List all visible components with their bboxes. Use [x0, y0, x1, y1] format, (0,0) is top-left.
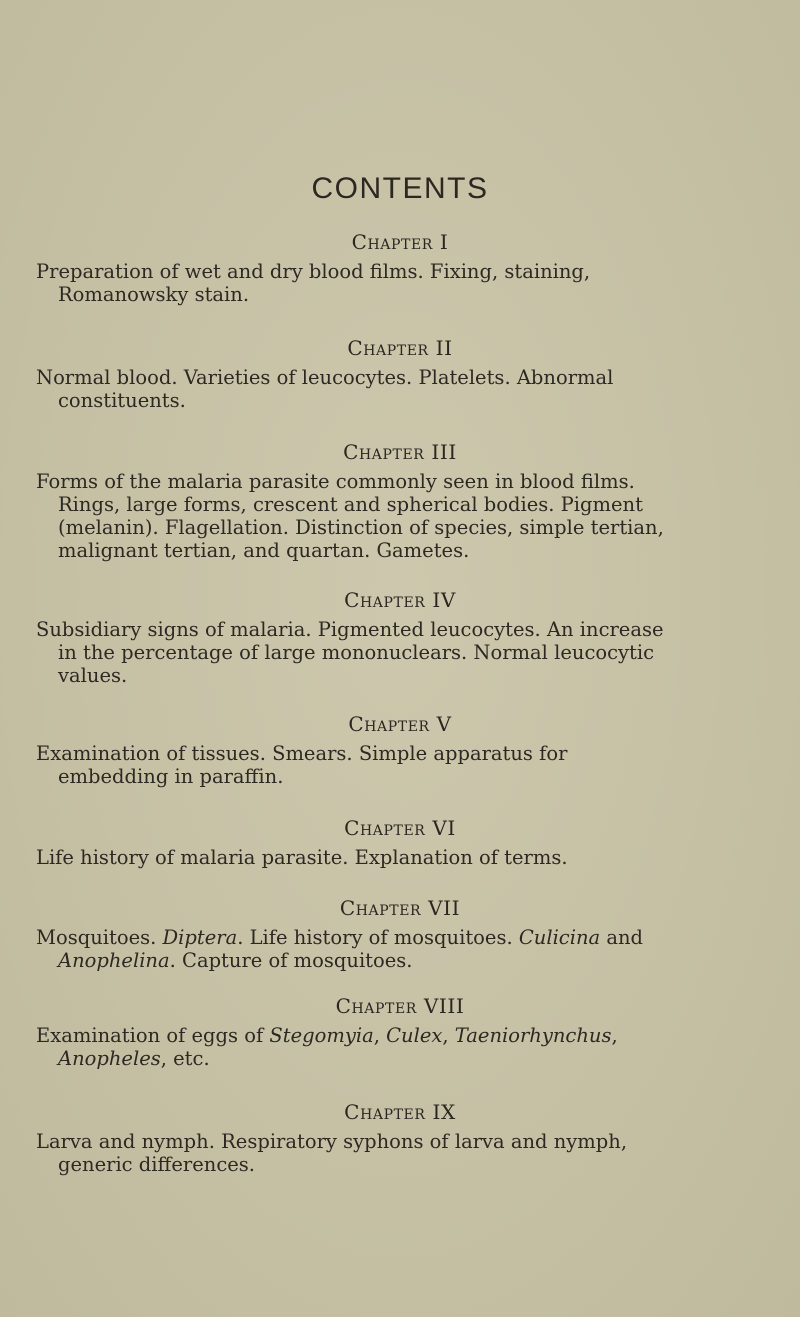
- chapter-summary: [22, 846, 678, 869]
- taxon-name: Anophelina: [58, 949, 170, 972]
- chapter-heading: [0, 228, 800, 256]
- chapter-1: [0, 228, 800, 306]
- summary-text: ,: [442, 1024, 455, 1047]
- chapter-7: [0, 894, 800, 972]
- chapter-heading: [0, 1098, 800, 1126]
- taxon-name: Culex: [386, 1024, 443, 1047]
- chapter-4: [0, 586, 800, 687]
- page-title: CONTENTS: [311, 172, 489, 205]
- chapter-9: [0, 1098, 800, 1176]
- summary-text: . Life history of mosquitoes.: [237, 926, 519, 949]
- chapter-heading-text: Chapter VIII: [335, 994, 465, 1018]
- chapter-heading-text: Chapter I: [351, 230, 449, 254]
- summary-text: Life history of malaria parasite. Explanation of terms.: [36, 846, 568, 869]
- chapter-6: [0, 814, 800, 869]
- chapter-summary: [22, 926, 678, 972]
- chapter-5: [0, 710, 800, 788]
- chapter-summary: [22, 260, 678, 306]
- summary-text: Preparation of wet and dry blood films. Fixing, staining, Romanowsky stain.: [36, 260, 591, 306]
- chapter-summary: [22, 1130, 678, 1176]
- chapter-heading-text: Chapter IX: [344, 1100, 456, 1124]
- chapter-heading: [0, 586, 800, 614]
- summary-text: , etc.: [160, 1047, 210, 1070]
- chapter-summary: [22, 742, 678, 788]
- chapter-summary: [22, 1024, 678, 1070]
- chapter-heading-text: Chapter VII: [339, 896, 461, 920]
- taxon-name: Culicina: [518, 926, 601, 949]
- summary-text: Subsidiary signs of malaria. Pigmented leucocytes. An increase in the percentage of large mononuclears. Normal leucocytic values.: [36, 618, 664, 687]
- chapter-heading: [0, 992, 800, 1020]
- taxon-name: Anopheles: [58, 1047, 161, 1070]
- summary-text: Examination of eggs of: [36, 1024, 270, 1047]
- summary-text: . Capture of mosquitoes.: [169, 949, 413, 972]
- summary-text: Mosquitoes.: [36, 926, 163, 949]
- chapter-heading-text: Chapter III: [343, 440, 457, 464]
- chapter-heading-text: Chapter VI: [344, 816, 456, 840]
- summary-text: ,: [373, 1024, 387, 1047]
- chapter-heading: [0, 438, 800, 466]
- summary-text: Examination of tissues. Smears. Simple apparatus for embedding in paraffin.: [36, 742, 568, 788]
- summary-text: ,: [611, 1024, 618, 1047]
- summary-text: Forms of the malaria parasite commonly seen in blood films. Rings, large forms, crescent and spherical bodies. Pigment (melanin). Flagellation. Distinction of species, simple tertian, malignant tertian, and quartan. Gametes.: [36, 470, 664, 562]
- chapter-2: [0, 334, 800, 412]
- chapter-heading-text: Chapter II: [347, 336, 453, 360]
- chapter-heading-text: Chapter V: [348, 712, 452, 736]
- chapter-heading: [0, 894, 800, 922]
- chapter-summary: [22, 470, 678, 562]
- summary-text: Larva and nymph. Respiratory syphons of larva and nymph, generic differences.: [36, 1130, 628, 1176]
- chapter-8: [0, 992, 800, 1070]
- summary-text: Normal blood. Varieties of leucocytes. Platelets. Abnormal constituents.: [36, 366, 614, 412]
- chapter-summary: [22, 366, 678, 412]
- chapter-heading: [0, 710, 800, 738]
- taxon-name: Diptera: [162, 926, 238, 949]
- taxon-name: Taeniorhynchus: [454, 1024, 612, 1047]
- chapter-3: [0, 438, 800, 562]
- summary-text: and: [600, 926, 644, 949]
- chapter-heading-text: Chapter IV: [344, 588, 456, 612]
- chapter-heading: [0, 334, 800, 362]
- chapter-heading: [0, 814, 800, 842]
- taxon-name: Stegomyia: [269, 1024, 374, 1047]
- chapter-summary: [22, 618, 678, 687]
